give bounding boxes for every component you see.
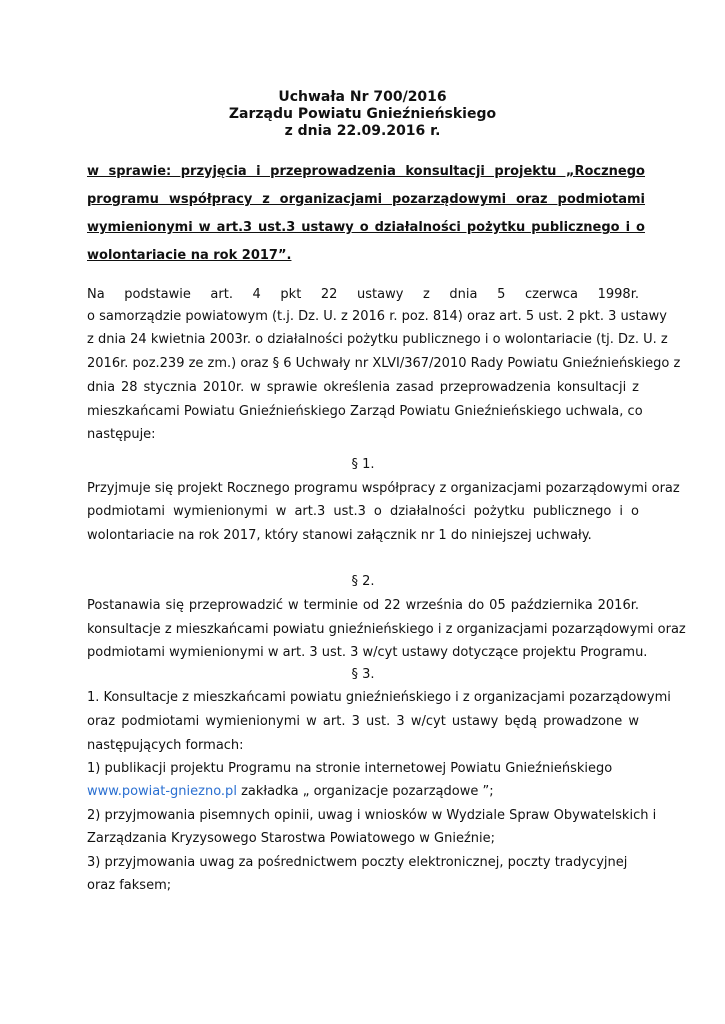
preamble-line: 2016r. poz.239 ze zm.) oraz § 6 Uchwały nr XLVI/367/2010 Rady Powiatu Gnieźnieńskiego z: [87, 356, 681, 371]
section-3-line: Zarządzania Kryzysowego Starostwa Powiatowego w Gnieźnie;: [87, 831, 496, 846]
resolution-number: Uchwała Nr 700/2016: [278, 89, 447, 105]
preamble-line: z dnia 24 kwietnia 2003r. o działalności pożytku publicznego i o wolontariacie (tj. Dz. U. z: [87, 332, 668, 347]
section-3-link-line: [87, 783, 639, 801]
section-2-line: podmiotami wymienionymi w art. 3 ust. 3 w/cyt ustawy dotyczące projektu Programu.: [87, 645, 648, 660]
section-1-line: wolontariacie na rok 2017, który stanowi załącznik nr 1 do niniejszej uchwały.: [87, 528, 592, 543]
section-3-line: oraz faksem;: [87, 878, 172, 893]
section-1-heading: § 1.: [351, 457, 375, 472]
section-1-line: Przyjmuje się projekt Rocznego programu współpracy z organizacjami pozarządowymi oraz: [87, 481, 680, 496]
section-2-heading: § 2.: [351, 574, 375, 589]
section-3-heading: § 3.: [351, 667, 375, 682]
section-3-line: 1. Konsultacje z mieszkańcami powiatu gnieźnieńskiego i z organizacjami pozarządowymi: [87, 690, 671, 705]
section-3-line: 1) publikacji projektu Programu na stronie internetowej Powiatu Gnieźnieńskiego: [87, 761, 613, 776]
section-1-line: podmiotami wymienionymi w art.3 ust.3 o działalności pożytku publicznego i o: [87, 504, 639, 519]
preamble-line: następuje:: [87, 427, 156, 442]
powiat-website-link[interactable]: www.powiat-gniezno.pl: [87, 784, 237, 799]
section-3-line: 3) przyjmowania uwag za pośrednictwem poczty elektronicznej, poczty tradycyjnej: [87, 855, 628, 870]
preamble-line: o samorządzie powiatowym (t.j. Dz. U. z 2016 r. poz. 814) oraz art. 5 ust. 2 pkt. 3 ustawy: [87, 309, 667, 324]
section-3-line: 2) przyjmowania pisemnych opinii, uwag i wniosków w Wydziale Spraw Obywatelskich i: [87, 808, 657, 823]
link-suffix: zakładka „ organizacje pozarządowe ”;: [236, 784, 494, 799]
section-3-line: następujących formach:: [87, 738, 244, 753]
section-3-line: oraz podmiotami wymienionymi w art. 3 ust. 3 w/cyt ustawy będą prowadzone w: [87, 714, 639, 729]
resolution-date: z dnia 22.09.2016 r.: [284, 123, 441, 139]
preamble-line: mieszkańcami Powiatu Gnieźnieńskiego Zarząd Powiatu Gnieźnieńskiego uchwala, co: [87, 404, 643, 419]
issuing-body: Zarządu Powiatu Gnieźnieńskiego: [228, 106, 497, 122]
resolution-subject: w sprawie: przyjęcia i przeprowadzenia konsultacji projektu „Rocznego programu współpracy z organizacjami pozarządowymi oraz podmiotami wymienionymi w art.3 ust.3 ustawy o działalności pożytku publicznego i o wolontariacie na rok 2017”.: [87, 164, 645, 263]
preamble-line: Na podstawie art. 4 pkt 22 ustawy z dnia 5 czerwca 1998r.: [87, 287, 639, 302]
section-2-line: Postanawia się przeprowadzić w terminie od 22 września do 05 października 2016r.: [87, 598, 639, 613]
preamble-line: dnia 28 stycznia 2010r. w sprawie określenia zasad przeprowadzenia konsultacji z: [87, 380, 639, 395]
section-2-line: konsultacje z mieszkańcami powiatu gnieźnieńskiego i z organizacjami pozarządowymi oraz: [87, 622, 686, 637]
